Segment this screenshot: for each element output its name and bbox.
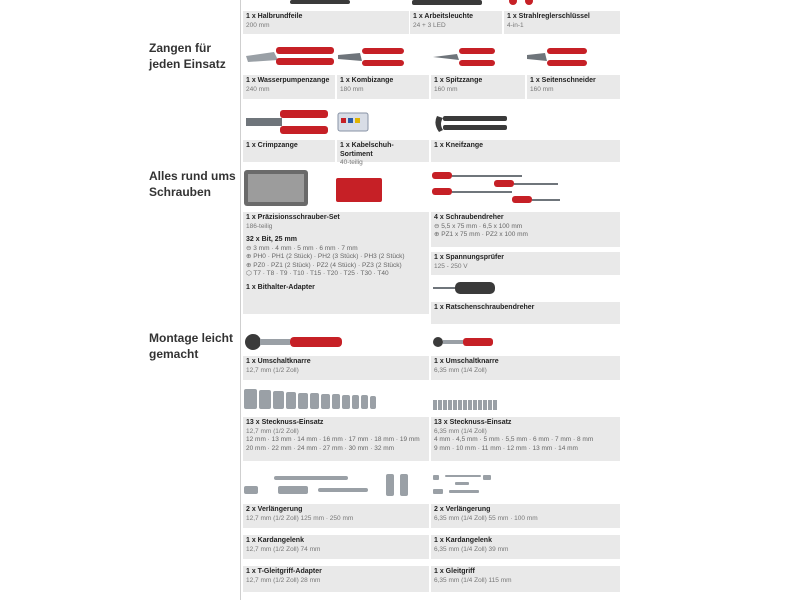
sockets-half-inch-icon — [244, 389, 380, 411]
item-t-bar-adapter — [243, 566, 429, 592]
item-title: 1 x Ratschenschraubendreher — [434, 304, 535, 311]
item-title: 1 x Seitenschneider — [530, 77, 596, 84]
item-title: 1 x Crimpzange — [246, 142, 298, 149]
item-title: 1 x Kneifzange — [434, 142, 484, 149]
end-cutting-pliers-icon — [433, 112, 509, 134]
item-crimping-pliers — [243, 140, 335, 162]
item-sub: 12,7 mm (1/2 Zoll) 125 mm · 250 mm — [246, 514, 354, 522]
item-title: 1 x Kabelschuh-Sortiment — [340, 142, 394, 158]
item-sub: 160 mm — [434, 85, 458, 93]
item-title: 4 x Schraubendreher — [434, 214, 504, 221]
item-title: 1 x T-Gleitgriff-Adapter — [246, 568, 322, 575]
item-screwdrivers — [431, 212, 620, 247]
crimping-pliers-icon — [244, 108, 330, 136]
item-title: 1 x Halbrundfeile — [246, 13, 303, 20]
item-sub: 12,7 mm (1/2 Zoll) — [246, 427, 299, 435]
item-title: 1 x Kombizange — [340, 77, 394, 84]
extensions-half-inch-icon — [244, 470, 414, 500]
item-ratchet-quarter — [431, 356, 620, 380]
item-sub: 12,7 mm (1/2 Zoll) — [246, 366, 299, 374]
item-sub: 4-in-1 — [507, 21, 524, 29]
item-aerator-key — [504, 11, 620, 34]
item-sub: 24 + 3 LED — [413, 21, 446, 29]
item-line: ⊕ PZ1 x 75 mm · PZ2 x 100 mm — [434, 231, 528, 238]
bits-line: ⊕ PH0 · PH1 (2 Stück) · PH2 (3 Stück) · PH3 (2 Stück) — [246, 253, 405, 260]
work-light-icon — [412, 0, 482, 6]
ratchet-quarter-inch-icon — [433, 336, 495, 348]
ratchet-half-inch-icon — [244, 333, 344, 351]
bits-title: 32 x Bit, 25 mm — [246, 236, 297, 243]
item-glide-handle — [431, 566, 620, 592]
item-ratchet-half — [243, 356, 429, 380]
item-sub: 160 mm — [530, 85, 554, 93]
item-sockets-half — [243, 417, 429, 461]
item-sub: 125 - 250 V — [434, 262, 468, 270]
item-sub: 186-teilig — [246, 222, 273, 230]
item-sub: 6,35 mm (1/4 Zoll) 55 mm · 100 mm — [434, 514, 538, 522]
item-cable-lug-set — [337, 140, 429, 166]
item-sub: 200 mm — [246, 21, 270, 29]
item-sub: 6,35 mm (1/4 Zoll) — [434, 366, 487, 374]
item-side-cutter — [527, 75, 620, 99]
item-voltage-tester — [431, 252, 620, 275]
precision-bit-case-icon — [244, 170, 308, 206]
bits-line: ⊖ 3 mm · 4 mm · 5 mm · 6 mm · 7 mm — [246, 244, 358, 252]
item-title: 1 x Kardangelenk — [434, 537, 492, 544]
item-sub: 6,35 mm (1/4 Zoll) 39 mm — [434, 545, 509, 553]
item-ratchet-screwdriver — [431, 302, 620, 324]
needle-nose-pliers-icon — [433, 45, 497, 69]
item-universal-joint-quarter — [431, 535, 620, 559]
bits-line: ⬡ T7 · T8 · T9 · T10 · T15 · T20 · T25 · T30 · T40 — [246, 270, 389, 277]
aerator-key-icon — [505, 0, 545, 6]
item-combination-pliers — [337, 75, 429, 99]
item-work-light — [410, 11, 502, 34]
screwdrivers-icon — [432, 170, 562, 206]
item-title: 1 x Präzisionsschrauber-Set — [246, 214, 340, 221]
item-line: 20 mm · 22 mm · 24 mm · 27 mm · 30 mm · 32 mm — [246, 444, 395, 452]
item-line: ⊖ 5,5 x 75 mm · 6,5 x 100 mm — [434, 222, 523, 230]
item-title: 2 x Verlängerung — [246, 506, 303, 513]
half-round-file-icon — [290, 0, 350, 6]
item-sub: 6,35 mm (1/4 Zoll) 115 mm — [434, 576, 512, 584]
section-title-screwing: Alles rund ums Schrauben — [149, 169, 236, 199]
item-extensions-quarter — [431, 504, 620, 528]
item-needle-nose-pliers — [431, 75, 525, 99]
item-title: 1 x Spannungsprüfer — [434, 254, 505, 261]
side-cutter-icon — [527, 45, 589, 69]
water-pump-pliers-icon — [244, 44, 336, 70]
item-line: 4 mm · 4,5 mm · 5 mm · 5,5 mm · 6 mm · 7 mm · 8 mm — [434, 436, 594, 443]
item-title: 1 x Kardangelenk — [246, 537, 304, 544]
section-title-pliers: Zangen für jeden Einsatz — [149, 41, 226, 71]
item-title: 1 x Arbeitsleuchte — [413, 13, 474, 20]
bits-line: ⊕ PZ0 · PZ1 (2 Stück) · PZ2 (4 Stück) · PZ3 (2 Stück) — [246, 261, 402, 269]
item-title: 1 x Wasserpumpenzange — [246, 77, 330, 84]
cable-lug-box-icon — [338, 113, 368, 131]
item-line: 9 mm · 10 mm · 11 mm · 12 mm · 13 mm · 14 mm — [434, 444, 578, 452]
bit-holder-icon — [336, 178, 382, 202]
extensions-quarter-inch-icon — [433, 471, 495, 497]
item-title: 1 x Umschaltknarre — [246, 358, 311, 365]
item-title: 13 x Stecknuss-Einsatz — [246, 419, 324, 426]
item-extensions-half — [243, 504, 429, 528]
item-title: 1 x Spitzzange — [434, 77, 483, 84]
item-half-round-file — [243, 11, 409, 34]
item-line: 12 mm · 13 mm · 14 mm · 16 mm · 17 mm · 18 mm · 19 mm — [246, 436, 420, 443]
column-divider — [240, 0, 241, 600]
item-sub: 180 mm — [340, 85, 364, 93]
item-title: 1 x Umschaltknarre — [434, 358, 499, 365]
item-end-cutting-pliers — [431, 140, 620, 162]
item-water-pump-pliers — [243, 75, 335, 99]
item-sockets-quarter — [431, 417, 620, 461]
ratchet-screwdriver-icon — [433, 280, 497, 296]
item-precision-screwdriver-set — [243, 212, 429, 314]
combination-pliers-icon — [338, 45, 406, 69]
item-universal-joint-half — [243, 535, 429, 559]
sockets-quarter-inch-icon — [433, 398, 499, 410]
item-title: 1 x Gleitgriff — [434, 568, 475, 575]
item-sub: 40-teilig — [340, 159, 363, 166]
item-sub: 240 mm — [246, 85, 270, 93]
bit-holder-title: 1 x Bithalter-Adapter — [246, 283, 315, 291]
item-title: 1 x Strahlreglerschlüssel — [507, 13, 590, 20]
section-title-assembly: Montage leicht gemacht — [149, 331, 234, 361]
item-sub: 12,7 mm (1/2 Zoll) 74 mm — [246, 545, 321, 553]
item-sub: 12,7 mm (1/2 Zoll) 28 mm — [246, 576, 321, 584]
item-title: 2 x Verlängerung — [434, 506, 491, 513]
item-sub: 6,35 mm (1/4 Zoll) — [434, 427, 487, 435]
item-title: 13 x Stecknuss-Einsatz — [434, 419, 512, 426]
